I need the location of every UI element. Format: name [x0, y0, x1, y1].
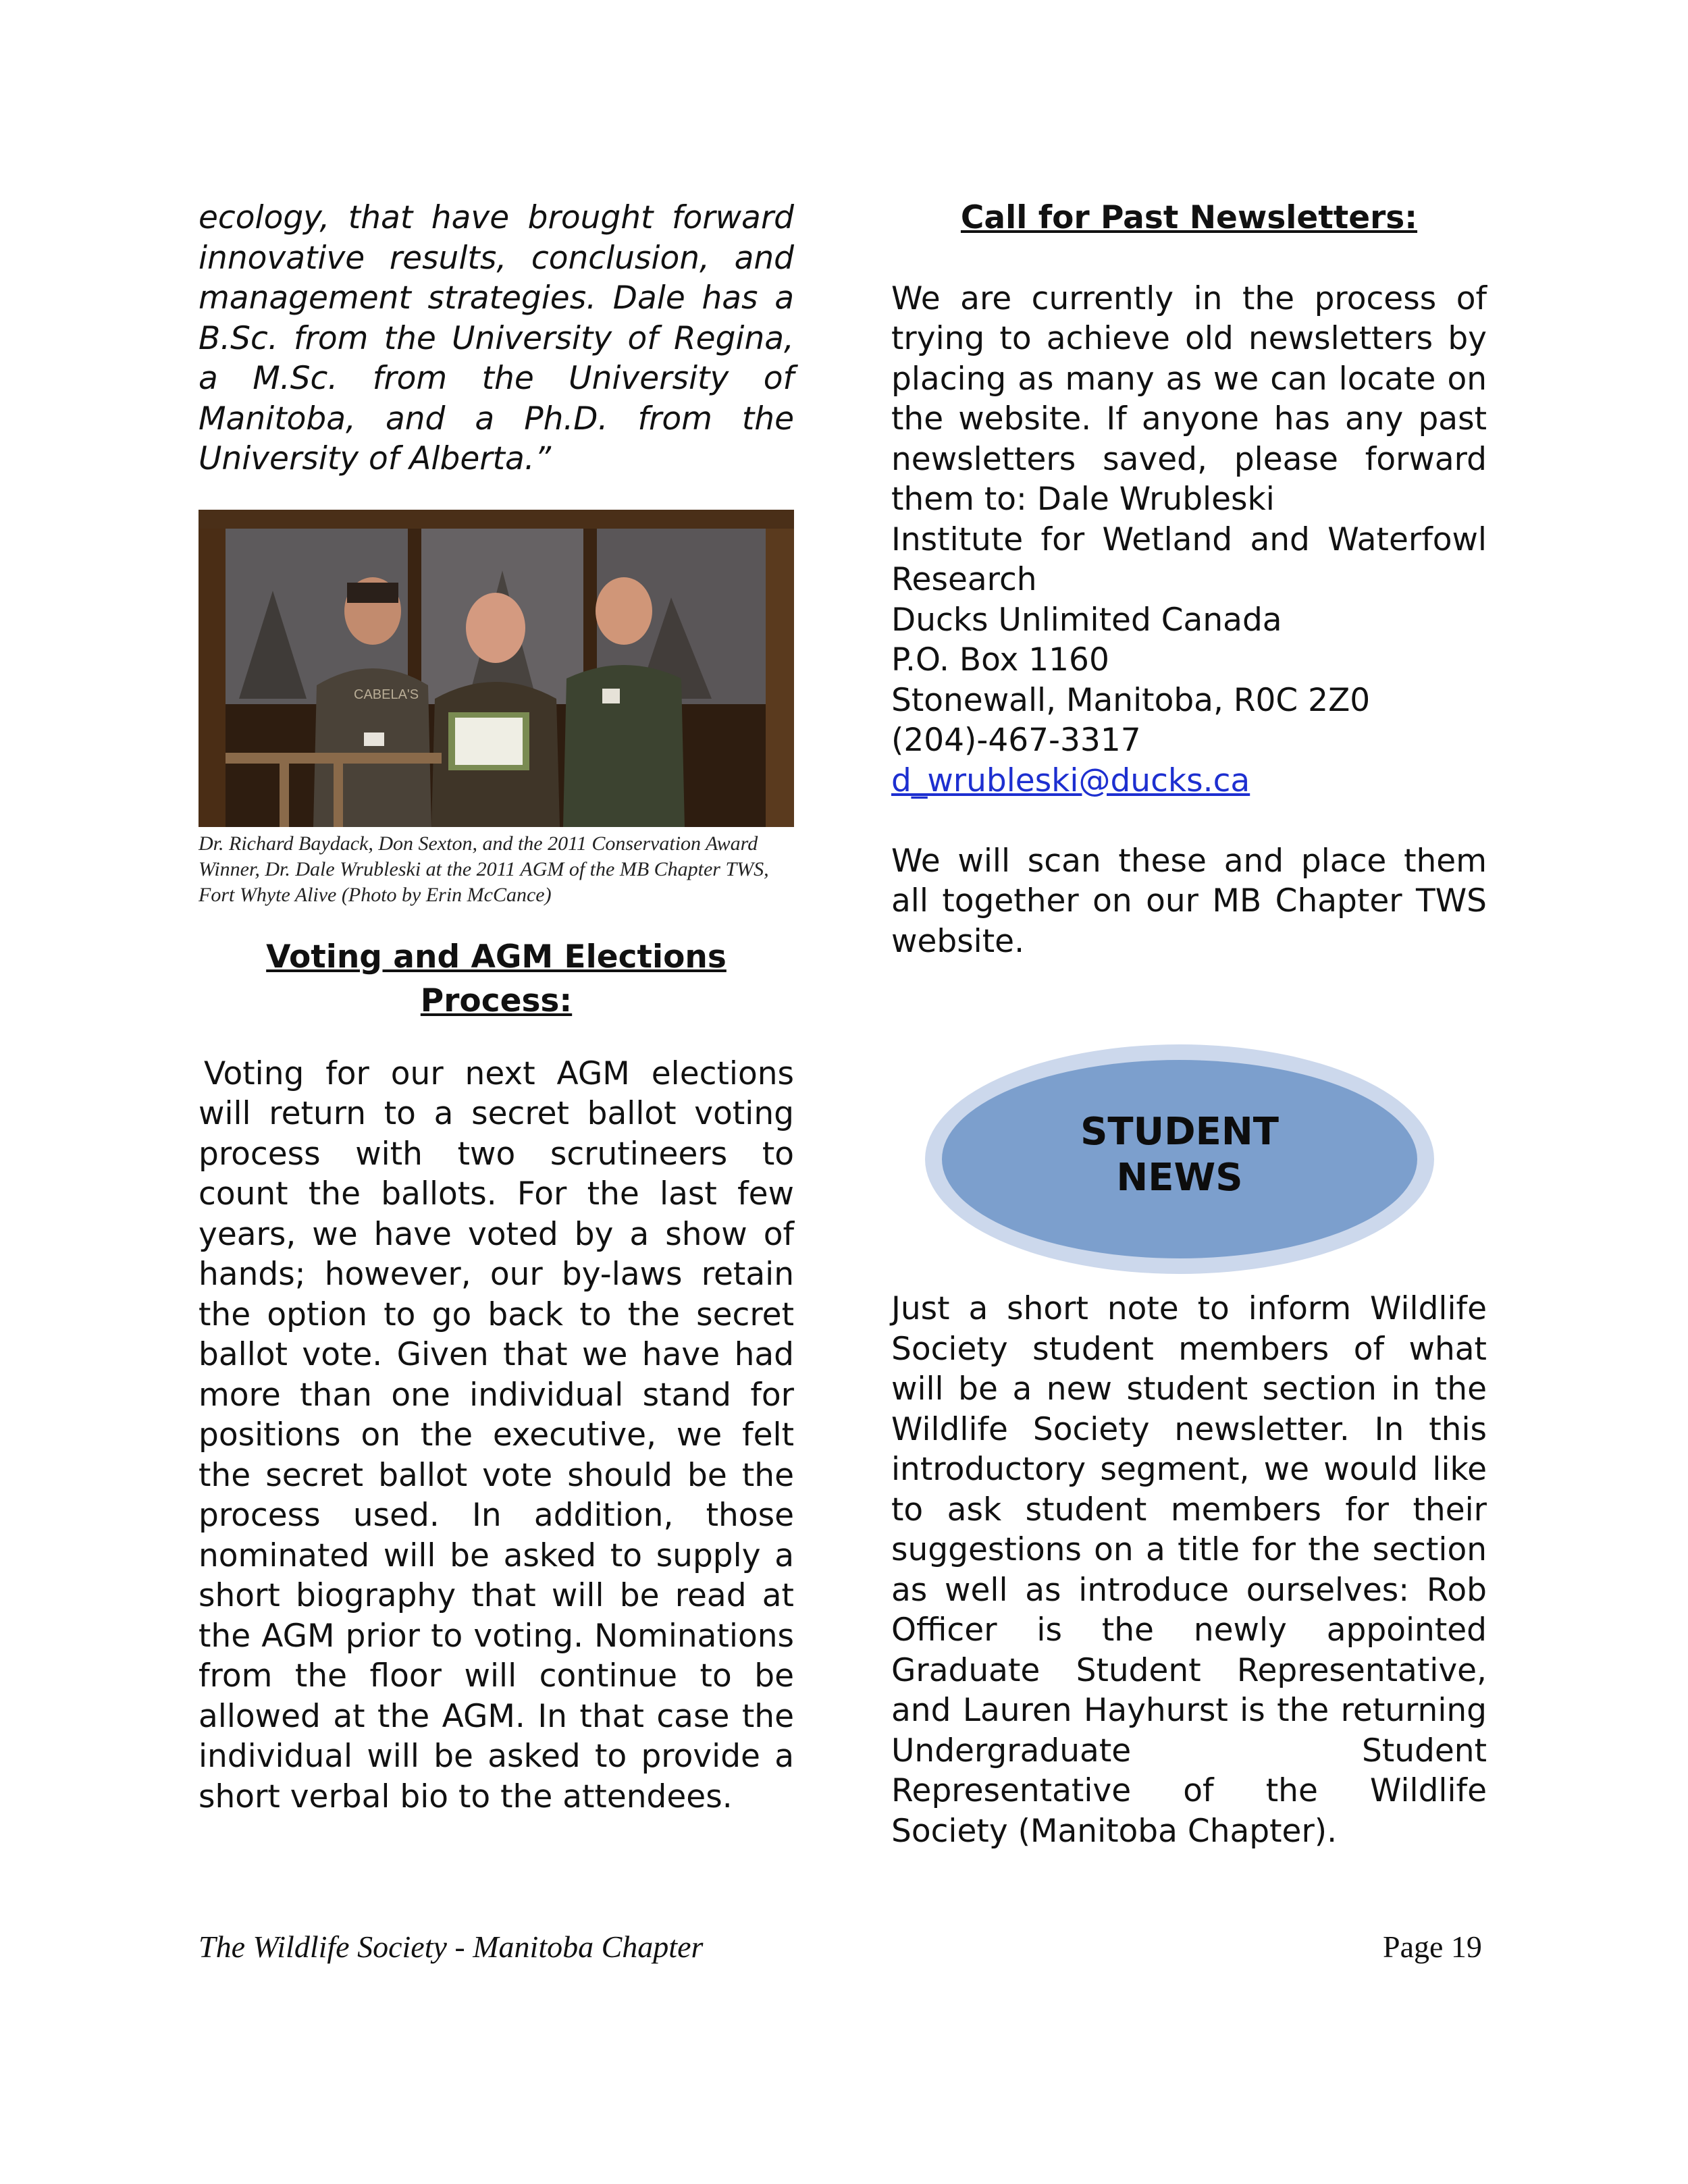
- voting-body-text: Voting for our next AGM elections will return to a secret ballot voting process with two scrutineers to count the ballots. For the last few years, we have voted by a show of hands; however, our by-laws retain the option to go back to the secret ballot vote. Given that we have had more than one individual stand for positions on the executive, we felt the secret ballot vote should be the process used. In addition, those nominated will be asked to supply a short biography that will be read at the AGM prior to voting. Nominations from the floor will continue to be allowed at the AGM. In that case the individual will be asked to provide a short verbal bio to the attendees.: [199, 1055, 794, 1815]
- contact-email-link[interactable]: d_wrubleski@ducks.ca: [891, 762, 1250, 799]
- newsletters-closing-text: We will scan these and place them all together on our MB Chapter TWS website.: [891, 842, 1487, 960]
- address-institute: Institute for Wetland and Waterfowl Research: [891, 521, 1487, 598]
- student-news-line1: STUDENT: [1080, 1110, 1279, 1154]
- shirt-logo-text: CABELA'S: [354, 687, 419, 702]
- student-news-line2: NEWS: [1116, 1156, 1243, 1200]
- past-newsletters-heading: Call for Past Newsletters:: [960, 199, 1418, 236]
- voting-heading: Voting and AGM Elections Process:: [266, 938, 727, 1019]
- address-organization: Ducks Unlimited Canada: [891, 601, 1282, 639]
- award-photo-image: [199, 510, 794, 827]
- photo-caption: Dr. Richard Baydack, Don Sexton, and the 2011 Conservation Award Winner, Dr. Dale Wrubleski at the 2011 AGM of the MB Chapter TWS, Fort Whyte Alive (Photo by Erin McCance): [199, 832, 769, 906]
- left-column: [199, 198, 794, 1817]
- past-newsletters-body: We are currently in the process of trying to achieve old newsletters by placing as many as we can locate on the website. If anyone has any past newsletters saved, please forward them to: Dale Wrubleski: [891, 279, 1487, 518]
- spacer: [891, 238, 1487, 279]
- contact-phone: (204)-467-3317: [891, 722, 1141, 759]
- footer-page-number: Page 19: [1383, 1929, 1482, 1964]
- bio-continuation-text: ecology, that have brought forward innovative results, conclusion, and management strategies. Dale has a B.Sc. from the University of Regina, a M.Sc. from the University of Manitoba, and a Ph.D. from the University of Alberta.”: [199, 199, 794, 477]
- student-news-text: Just a short note to inform Wildlife Society student members of what will be a new student section in the Wildlife Society newsletter. In this introductory segment, we would like to ask student members for their suggestions on a title for the section as well as introduce ourselves: Rob Officer is the newly appointed Graduate Student Representative, and Lauren Hayhurst is the returning Undergraduate Student Representative of the Wildlife Society (Manitoba Chapter).: [891, 1290, 1487, 1850]
- spacer: [891, 801, 1487, 841]
- address-city: Stonewall, Manitoba, R0C 2Z0: [891, 681, 1371, 719]
- award-photo: [199, 510, 794, 827]
- student-news-badge: [924, 1043, 1435, 1276]
- footer-publication-name: The Wildlife Society - Manitoba Chapter: [199, 1929, 704, 1964]
- right-column: [891, 198, 1487, 961]
- address-po-box: P.O. Box 1160: [891, 641, 1109, 678]
